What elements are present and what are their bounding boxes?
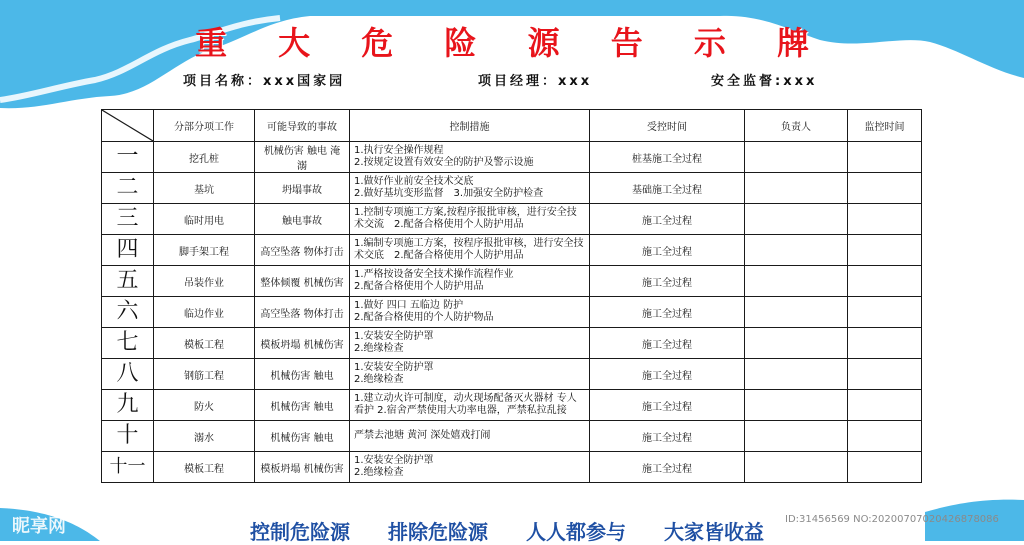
cell-accident: 高空坠落 物体打击 bbox=[255, 297, 350, 328]
cell-work: 脚手架工程 bbox=[154, 235, 255, 266]
cell-work: 溺水 bbox=[154, 421, 255, 452]
cell-monitor bbox=[848, 297, 922, 328]
cell-measures: 1.严格按设备安全技术操作流程作业 2.配备合格使用个人防护用品 bbox=[350, 266, 590, 297]
cell-person bbox=[745, 204, 848, 235]
table-row bbox=[102, 235, 922, 266]
cell-time: 施工全过程 bbox=[590, 204, 745, 235]
cell-time: 施工全过程 bbox=[590, 421, 745, 452]
table-row bbox=[102, 390, 922, 421]
cell-person bbox=[745, 142, 848, 173]
cell-person bbox=[745, 328, 848, 359]
header-measures: 控制措施 bbox=[350, 110, 590, 142]
cell-measures: 1.执行安全操作规程 2.按规定设置有效安全的防护及警示设施 bbox=[350, 142, 590, 173]
cell-person bbox=[745, 359, 848, 390]
cell-accident: 机械伤害 触电 bbox=[255, 359, 350, 390]
cell-time: 施工全过程 bbox=[590, 235, 745, 266]
table-row bbox=[102, 173, 922, 204]
row-number: 六 bbox=[102, 297, 154, 328]
watermark-url: www.nipic.com bbox=[98, 517, 189, 531]
cell-work: 挖孔桩 bbox=[154, 142, 255, 173]
cell-measures: 1.安装安全防护罩 2.绝缘检查 bbox=[350, 359, 590, 390]
slogan-2: 排除危险源 bbox=[388, 520, 488, 544]
cell-measures: 1.控制专项施工方案,按程序报批审核，进行安全技术交流 2.配备合格使用个人防护用品 bbox=[350, 204, 590, 235]
table-row bbox=[102, 421, 922, 452]
cell-monitor bbox=[848, 266, 922, 297]
header-monitor: 监控时间 bbox=[848, 110, 922, 142]
row-number: 七 bbox=[102, 328, 154, 359]
row-number: 五 bbox=[102, 266, 154, 297]
header-time: 受控时间 bbox=[590, 110, 745, 142]
slogan-1: 控制危险源 bbox=[250, 520, 350, 544]
table-row bbox=[102, 452, 922, 483]
header-person: 负责人 bbox=[745, 110, 848, 142]
table-row bbox=[102, 359, 922, 390]
safety-supervisor: 安全监督:xxx bbox=[711, 74, 818, 89]
cell-work: 吊装作业 bbox=[154, 266, 255, 297]
cell-work: 钢筋工程 bbox=[154, 359, 255, 390]
table-row bbox=[102, 266, 922, 297]
cell-accident: 模板坍塌 机械伤害 bbox=[255, 452, 350, 483]
cell-monitor bbox=[848, 235, 922, 266]
cell-measures: 1.安装安全防护罩 2.绝缘检查 bbox=[350, 328, 590, 359]
cell-time: 施工全过程 bbox=[590, 266, 745, 297]
cell-time: 施工全过程 bbox=[590, 297, 745, 328]
cell-monitor bbox=[848, 142, 922, 173]
cell-time: 施工全过程 bbox=[590, 452, 745, 483]
row-number: 二 bbox=[102, 173, 154, 204]
cell-accident: 机械伤害 触电 bbox=[255, 421, 350, 452]
project-manager: 项目经理：xxx bbox=[478, 74, 593, 89]
cell-accident: 机械伤害 触电 bbox=[255, 390, 350, 421]
cell-accident: 高空坠落 物体打击 bbox=[255, 235, 350, 266]
cell-measures: 1.安装安全防护罩 2.绝缘检查 bbox=[350, 452, 590, 483]
page-title: 重 大 危 险 源 告 示 牌 bbox=[195, 24, 829, 62]
row-number: 一 bbox=[102, 142, 154, 173]
row-number: 九 bbox=[102, 390, 154, 421]
header-work: 分部分项工作 bbox=[154, 110, 255, 142]
slogan-4: 大家皆收益 bbox=[664, 520, 764, 544]
cell-work: 临时用电 bbox=[154, 204, 255, 235]
table-row bbox=[102, 204, 922, 235]
table-header-row bbox=[102, 110, 922, 142]
cell-work: 基坑 bbox=[154, 173, 255, 204]
watermark-brand: 昵享网 bbox=[12, 516, 66, 537]
cell-monitor bbox=[848, 452, 922, 483]
cell-accident: 坍塌事故 bbox=[255, 173, 350, 204]
cell-monitor bbox=[848, 359, 922, 390]
cell-person bbox=[745, 452, 848, 483]
cell-time: 基础施工全过程 bbox=[590, 173, 745, 204]
cell-monitor bbox=[848, 390, 922, 421]
cell-time: 桩基施工全过程 bbox=[590, 142, 745, 173]
cell-person bbox=[745, 235, 848, 266]
cell-measures: 1.做好作业前安全技术交底 2.做好基坑变形监督 3.加强安全防护检查 bbox=[350, 173, 590, 204]
cell-person bbox=[745, 173, 848, 204]
cell-accident: 机械伤害 触电 淹溺 bbox=[255, 142, 350, 173]
cell-measures: 严禁去池塘 黄河 深处嬉戏打闹 bbox=[350, 421, 590, 452]
cell-work: 模板工程 bbox=[154, 328, 255, 359]
cell-monitor bbox=[848, 328, 922, 359]
cell-work: 防火 bbox=[154, 390, 255, 421]
slogan-3: 人人都参与 bbox=[526, 520, 626, 544]
cell-time: 施工全过程 bbox=[590, 390, 745, 421]
cell-accident: 触电事故 bbox=[255, 204, 350, 235]
cell-work: 模板工程 bbox=[154, 452, 255, 483]
cell-monitor bbox=[848, 204, 922, 235]
row-number: 四 bbox=[102, 235, 154, 266]
cell-monitor bbox=[848, 421, 922, 452]
cell-measures: 1.编制专项施工方案，按程序报批审核，进行安全技术交底 2.配备合格使用个人防护用品 bbox=[350, 235, 590, 266]
header-corner bbox=[102, 110, 154, 142]
watermark-id: ID:31456569 NO:20200707020426878086 bbox=[785, 514, 999, 525]
cell-time: 施工全过程 bbox=[590, 328, 745, 359]
cell-measures: 1.做好 四口 五临边 防护 2.配备合格使用的个人防护物品 bbox=[350, 297, 590, 328]
row-number: 十一 bbox=[102, 452, 154, 483]
cell-person bbox=[745, 421, 848, 452]
hazard-table-wrapper bbox=[101, 109, 922, 483]
cell-person bbox=[745, 390, 848, 421]
row-number: 八 bbox=[102, 359, 154, 390]
cell-person bbox=[745, 266, 848, 297]
row-number: 三 bbox=[102, 204, 154, 235]
cell-accident: 模板坍塌 机械伤害 bbox=[255, 328, 350, 359]
hazard-table bbox=[101, 109, 922, 483]
project-name: 项目名称：xxx国家园 bbox=[183, 74, 346, 89]
cell-monitor bbox=[848, 173, 922, 204]
cell-person bbox=[745, 297, 848, 328]
cell-work: 临边作业 bbox=[154, 297, 255, 328]
cell-measures: 1.建立动火许可制度，动火现场配备灭火器材 专人看护 2.宿舍严禁使用大功率电器，严禁私拉乱接 bbox=[350, 390, 590, 421]
cell-time: 施工全过程 bbox=[590, 359, 745, 390]
row-number: 十 bbox=[102, 421, 154, 452]
header-accident: 可能导致的事故 bbox=[255, 110, 350, 142]
table-row bbox=[102, 328, 922, 359]
table-row bbox=[102, 297, 922, 328]
table-row bbox=[102, 142, 922, 173]
cell-accident: 整体倾覆 机械伤害 bbox=[255, 266, 350, 297]
